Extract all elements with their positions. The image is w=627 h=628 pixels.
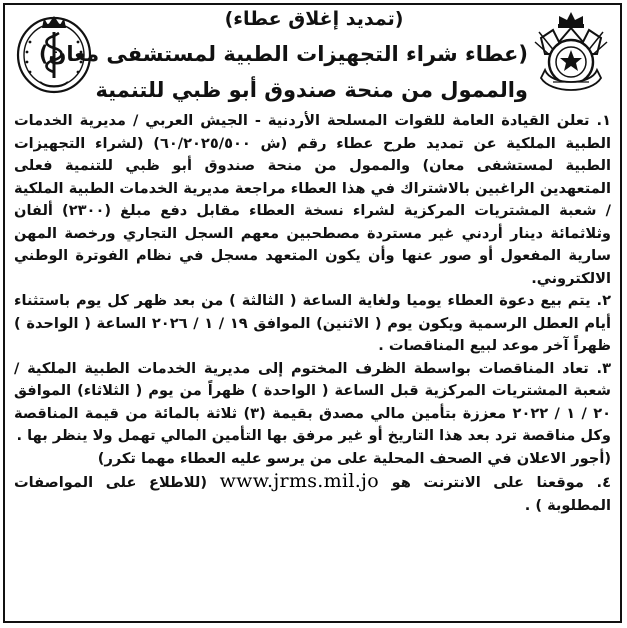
tender-funding-heading: والممول من منحة صندوق أبو ظبي للتنمية bbox=[95, 78, 528, 102]
website-label: ٤. موقعنا على الانترنت هو bbox=[379, 474, 611, 491]
announcement-body bbox=[14, 110, 611, 517]
website-purpose: (للاطلاع على المواصفات المطلوبة ) . bbox=[14, 474, 611, 514]
paragraph-4 bbox=[14, 470, 611, 517]
advertising-fees-note: (أجور الاعلان في الصحف المحلية على من يرسو عليه العطاء مهما تكرر) bbox=[97, 449, 611, 467]
tender-subject-heading: (عطاء شراء التجهيزات الطبية لمستشفى معان) bbox=[38, 42, 528, 66]
paragraph-3: ٣. تعاد المناقصات بواسطة الظرف المختوم إلى مديرية الخدمات الطبية الملكية / شعبة المشتريات المركزية قبل الساعة ( الواحدة ) ظهراً من يوم ( الثلاثاء) الموافق ٢٠ / ١ / ٢٠٢٢ معززة بتأمين مالي مصدق بقيمة (٣) ثلاثة بالمائة من قيمة المناقصة وكل مناقصة ترد بعد هذا التاريخ أو غير مرفق بها التأمين المالي تهمل ولا ينظر بها . bbox=[14, 359, 612, 444]
tender-extension-heading: (تمديد إغلاق عطاء) bbox=[224, 8, 404, 30]
armed-forces-emblem-icon bbox=[531, 8, 611, 96]
paragraph-2: ٢. يتم بيع دعوة العطاء يوميا ولغاية الساعة ( الثالثة ) من بعد ظهر كل يوم باستثناء أيام العطل الرسمية ويكون يوم ( الاثنين) الموافق ١٩ / ١ / ٢٠٢٦ الساعة ( الواحدة ) ظهراً آخر موعد لبيع المناقصات . bbox=[14, 292, 611, 354]
website-url[interactable]: www.jrms.mil.jo bbox=[219, 470, 379, 492]
paragraph-1: ١. تعلن القيادة العامة للقوات المسلحة الأردنية - الجيش العربي / مديرية الخدمات الطبية الملكية عن تمديد طرح عطاء رقم (ش ٦٠/٢٠٢٥/٥٠٠) (لشراء التجهيزات الطبية لمستشفى معان) والممول من منحة صندوق أبو ظبي للتنمية فعلى المتعهدين الراغبين بالاشتراك في هذا العطاء مراجعة مديرية الخدمات الطبية الملكية / شعبة المشتريات المركزية لشراء نسخة العطاء مقابل دفع مبلغ (٢٣٠٠) ألفان وثلاثمائة دينار أردني غير مستردة مصطحبين معهم السجل التجاري ورخصة المهن سارية المفعول أو صور عنها وأن يكون المتعهد مسجل في نظام الفوترة الوطني الالكتروني. bbox=[14, 112, 611, 287]
